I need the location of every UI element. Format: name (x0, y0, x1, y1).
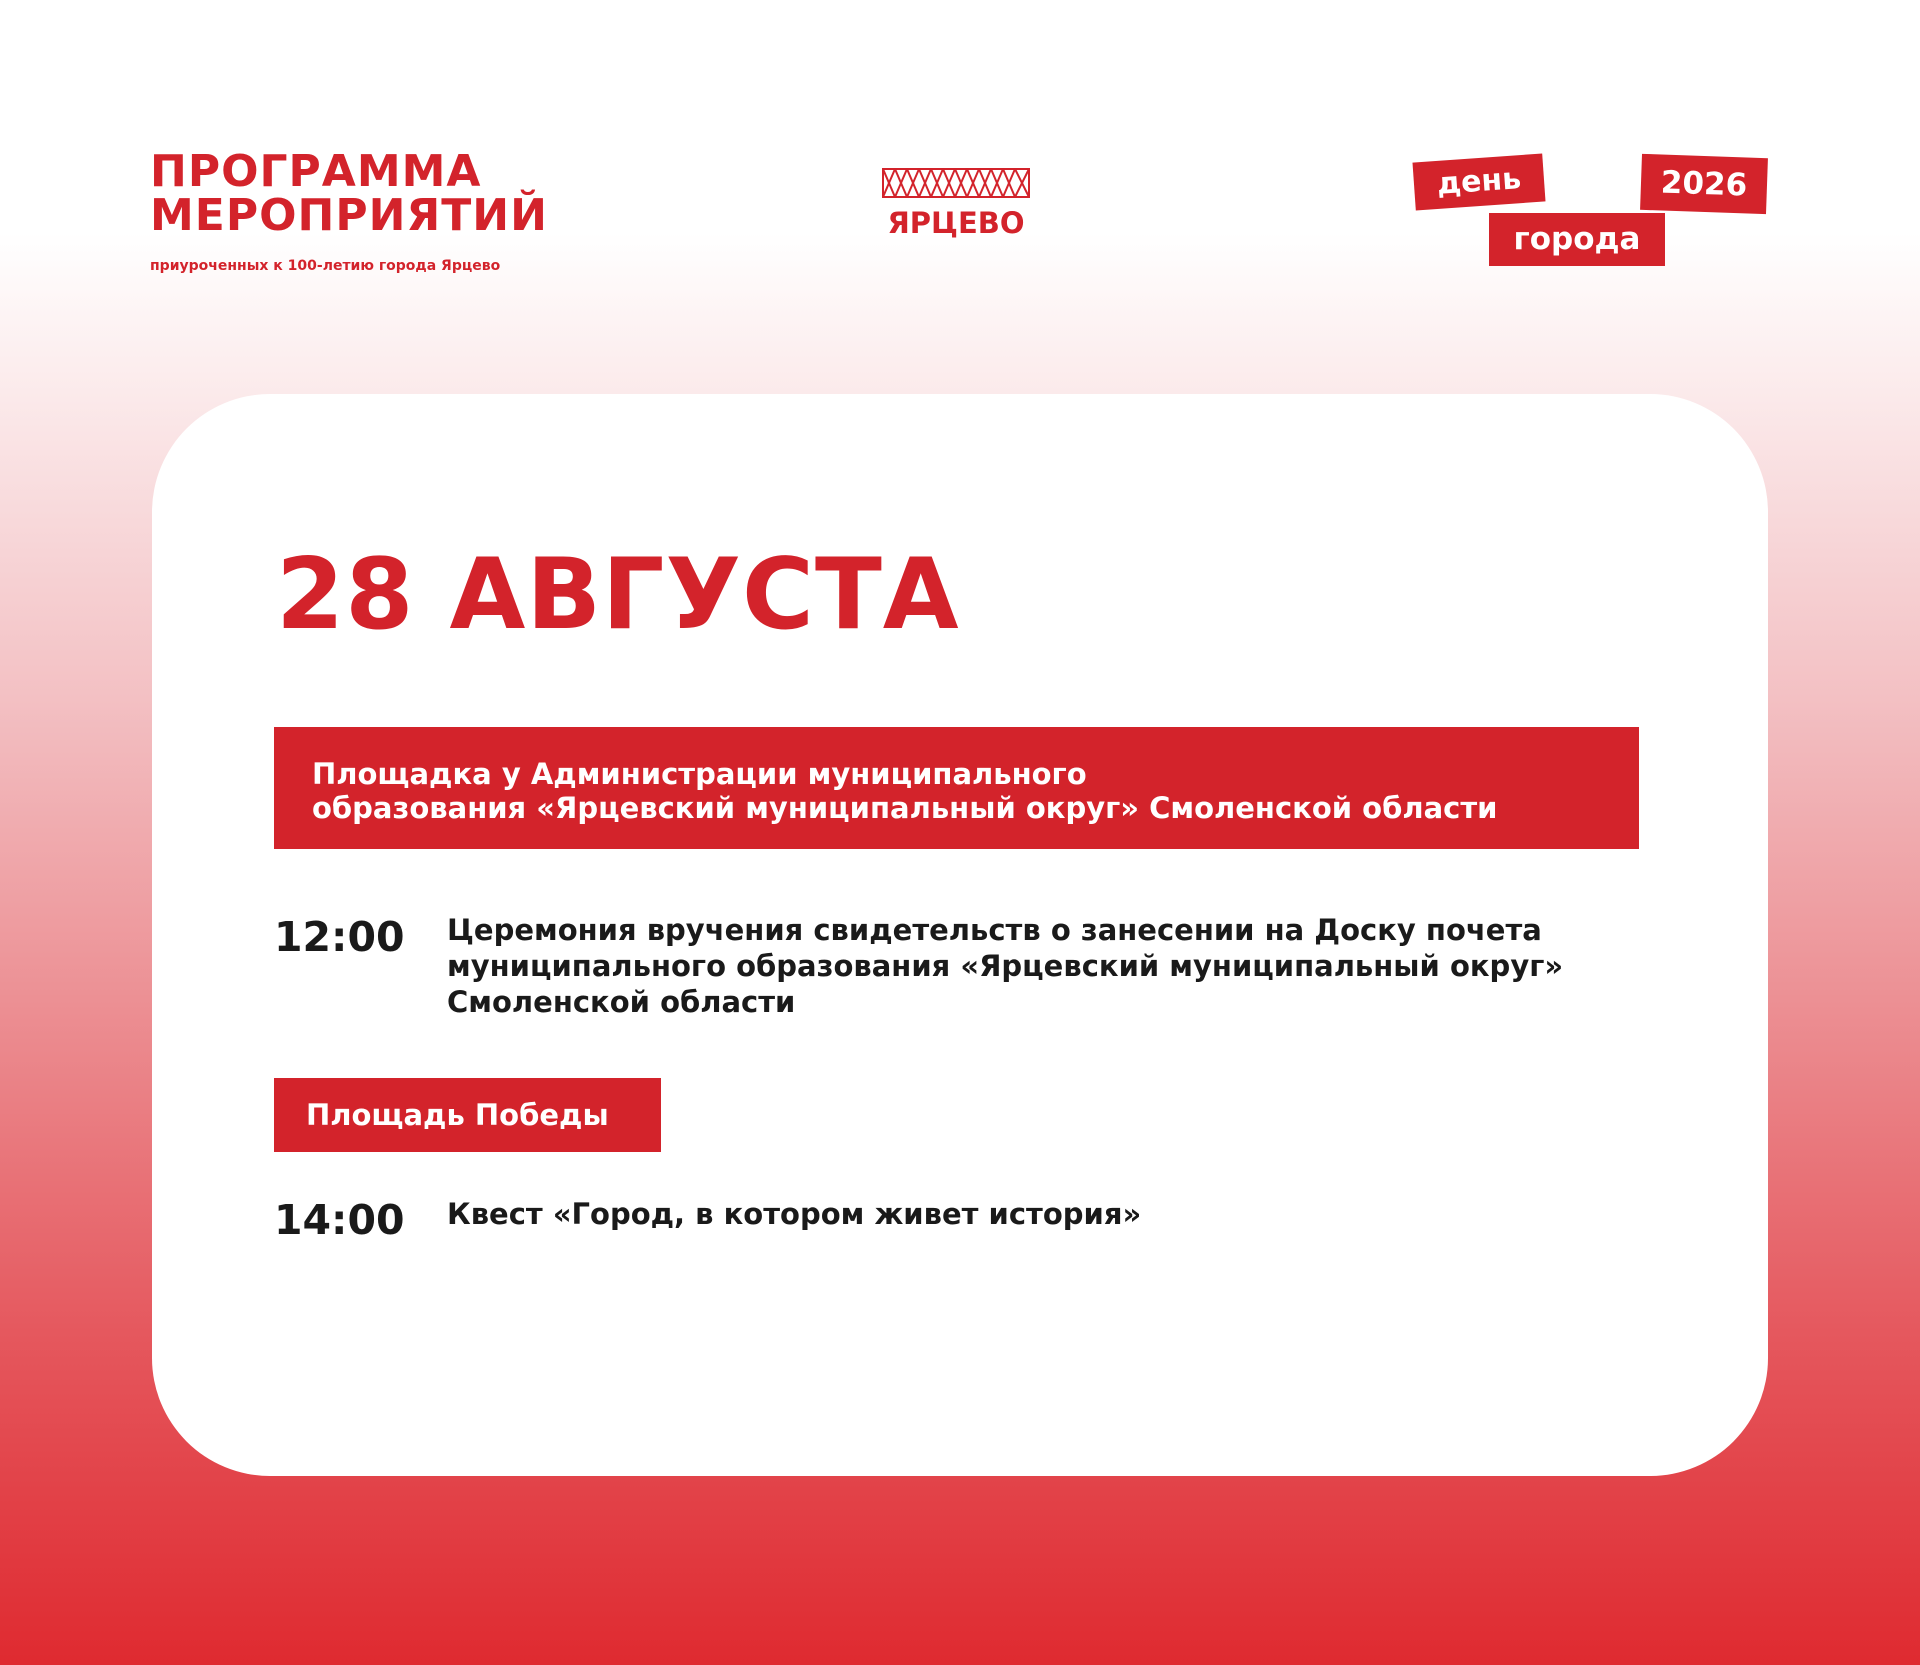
schedule-card (152, 394, 1768, 1476)
venue-name-line1: Площадка у Администрации муниципального (312, 757, 1087, 791)
event-date: 28 АВГУСТА (276, 538, 960, 652)
program-title-line1: ПРОГРАММА (150, 146, 482, 197)
venue-header-administration (274, 727, 1639, 849)
event-description-line3: Смоленской области (447, 985, 796, 1019)
bridge-truss-icon (881, 166, 1031, 200)
event-description-line2: муниципального образования «Ярцевский муниципальный округ» (447, 949, 1564, 983)
event-description-line1: Церемония вручения свидетельств о занесении на Доску почета (447, 913, 1542, 947)
badge-word-den: день (1412, 154, 1545, 211)
event-time: 14:00 (274, 1196, 405, 1244)
program-subtitle: приуроченных к 100-летию города Ярцево (150, 258, 501, 274)
badge-year: 2026 (1640, 154, 1768, 214)
badge-word-goroda: города (1489, 213, 1665, 266)
program-title-line2: МЕРОПРИЯТИЙ (150, 190, 548, 241)
event-description (447, 912, 1637, 1020)
event-time: 12:00 (274, 913, 405, 961)
event-description: Квест «Город, в котором живет история» (447, 1197, 1142, 1231)
venue-name-line2: образования «Ярцевский муниципальный округ» Смоленской области (312, 791, 1498, 825)
city-logo (878, 166, 1034, 240)
city-name: ЯРЦЕВО (887, 206, 1025, 240)
venue-header-victory-square: Площадь Победы (274, 1078, 661, 1152)
city-day-badge (1410, 150, 1780, 270)
program-header (150, 146, 610, 274)
